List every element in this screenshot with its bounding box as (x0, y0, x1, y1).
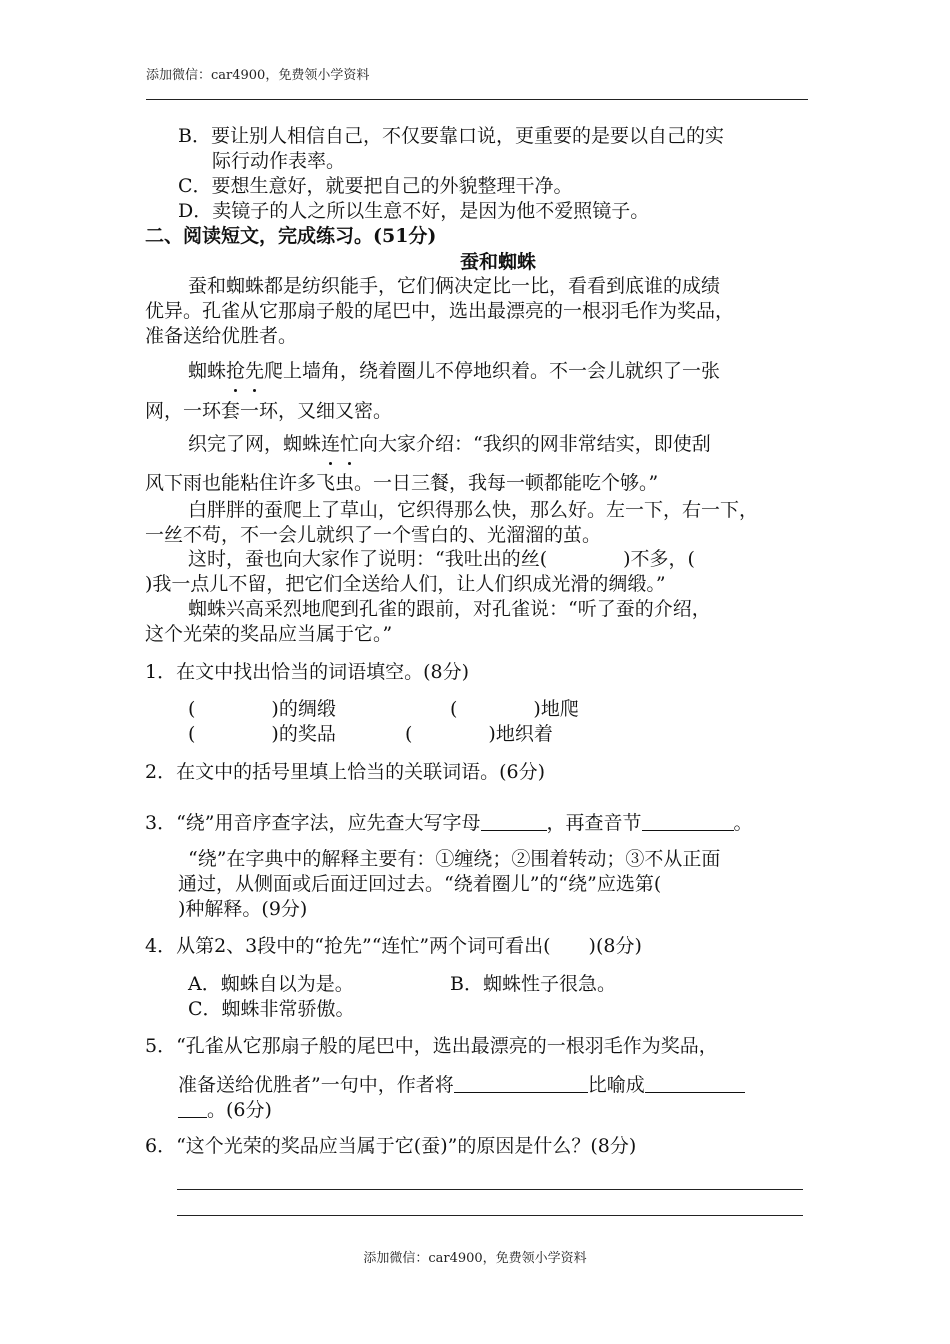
emphasis-char-qiang: 抢 (226, 360, 246, 382)
q6-answer-line-2 (177, 1215, 803, 1216)
question-3-line3: 通过，从侧面或后面迂回过去。“绕着圈儿”的“绕”应选第( (178, 873, 662, 895)
question-4: 4．从第2、3段中的“抢先”“连忙”两个词可看出( )(8分) (145, 935, 642, 957)
question-5-line3 (178, 1097, 272, 1122)
passage-p2-line1 (188, 359, 720, 383)
passage-p5-line2: )我一点儿不留，把它们全送给人们，让人们织成光滑的绸缎。” (145, 573, 666, 595)
emphasis-char-lian: 连 (321, 433, 341, 455)
q1-blank-b: ( )地爬 (450, 698, 579, 720)
question-5-line2 (178, 1072, 745, 1097)
q5-text-b: 比喻成 (587, 1074, 645, 1096)
passage-p4-line1: 白胖胖的蚕爬上了草山，它织得那么快，那么好。左一下，右一下， (188, 499, 759, 521)
question-3-line1 (145, 810, 753, 835)
q3-text-a: 3．“绕”用音序查字法，应先查大写字母 (145, 812, 481, 834)
q4-option-a: A．蜘蛛自以为是。 (188, 973, 354, 995)
emphasis-char-xian: 先 (245, 360, 265, 382)
q5-text-a: 准备送给优胜者”一句中，作者将 (178, 1074, 454, 1096)
q5-blank-1 (454, 1072, 588, 1093)
q3-text-b: ，再查音节 (546, 812, 642, 834)
passage-p2-text-b: 爬上墙角，绕着圈儿不停地织着。不一会儿就织了一张 (264, 360, 721, 382)
passage-p3-line1 (188, 432, 711, 456)
section-heading: 二、阅读短文，完成练习。(51分) (145, 225, 437, 247)
option-b-line2: 际行动作表率。 (212, 150, 346, 172)
question-3-line4: )种解释。(9分) (178, 898, 308, 920)
q3-letter-blank (481, 810, 547, 831)
q5-blank-2-cont (178, 1097, 207, 1118)
question-6: 6．“这个光荣的奖品应当属于它(蚕)”的原因是什么？(8分) (145, 1135, 637, 1157)
q5-text-c: 。(6分) (207, 1099, 272, 1121)
page-footer-text: 添加微信：car4900，免费领小学资料 (363, 1251, 587, 1266)
option-d: D．卖镜子的人之所以生意不好，是因为他不爱照镜子。 (178, 200, 650, 222)
question-1: 1．在文中找出恰当的词语填空。(8分) (145, 661, 470, 683)
question-2: 2．在文中的括号里填上恰当的关联词语。(6分) (145, 761, 546, 783)
q5-blank-2 (645, 1072, 745, 1093)
passage-p3-line2: 风下雨也能粘住许多飞虫。一日三餐，我每一顿都能吃个够。” (145, 472, 659, 494)
q1-blank-c: ( )的奖品 (188, 723, 336, 745)
option-c: C．要想生意好，就要把自己的外貌整理干净。 (178, 175, 573, 197)
passage-p1-line3: 准备送给优胜者。 (145, 325, 298, 347)
passage-p6-line2: 这个光荣的奖品应当属于它。” (145, 623, 393, 645)
q3-text-c: 。 (733, 812, 753, 834)
passage-p2-line2: 网，一环套一环，又细又密。 (145, 400, 393, 422)
page-header-text: 添加微信：car4900，免费领小学资料 (146, 68, 370, 83)
q4-option-b: B．蜘蛛性子很急。 (450, 973, 616, 995)
q1-blank-a: ( )的绸缎 (188, 698, 336, 720)
passage-p1-line2: 优异。孔雀从它那扇子般的尾巴中，选出最漂亮的一根羽毛作为奖品， (145, 300, 735, 322)
passage-p5-line1: 这时，蚕也向大家作了说明：“我吐出的丝( )不多，( (188, 548, 695, 570)
passage-p1-line1: 蚕和蜘蛛都是纺织能手，它们俩决定比一比，看看到底谁的成绩 (188, 275, 721, 297)
option-b-line1: B．要让别人相信自己，不仅要靠口说，更重要的是要以自己的实 (178, 125, 724, 147)
passage-p4-line2: 一丝不苟，不一会儿就织了一个雪白的、光溜溜的茧。 (145, 524, 602, 546)
q1-blank-d: ( )地织着 (405, 723, 553, 745)
q6-answer-line-1 (177, 1189, 803, 1190)
passage-p3-text-a: 织完了网，蜘蛛 (188, 433, 322, 455)
q4-option-c: C．蜘蛛非常骄傲。 (188, 998, 355, 1020)
header-divider (146, 99, 808, 100)
q3-syllable-blank (642, 810, 734, 831)
passage-p2-text-a: 蜘蛛 (188, 360, 227, 382)
passage-p3-text-b: 向大家介绍：“我织的网非常结实，即使刮 (359, 433, 711, 455)
question-3-line2: “绕”在字典中的解释主要有：①缠绕；②围着转动；③不从正面 (188, 848, 721, 870)
passage-title: 蚕和蜘蛛 (459, 251, 536, 273)
emphasis-char-mang: 忙 (340, 433, 360, 455)
passage-p6-line1: 蜘蛛兴高采烈地爬到孔雀的跟前，对孔雀说：“听了蚕的介绍， (188, 598, 711, 620)
question-5-line1: 5．“孔雀从它那扇子般的尾巴中，选出最漂亮的一根羽毛作为奖品， (145, 1035, 718, 1057)
